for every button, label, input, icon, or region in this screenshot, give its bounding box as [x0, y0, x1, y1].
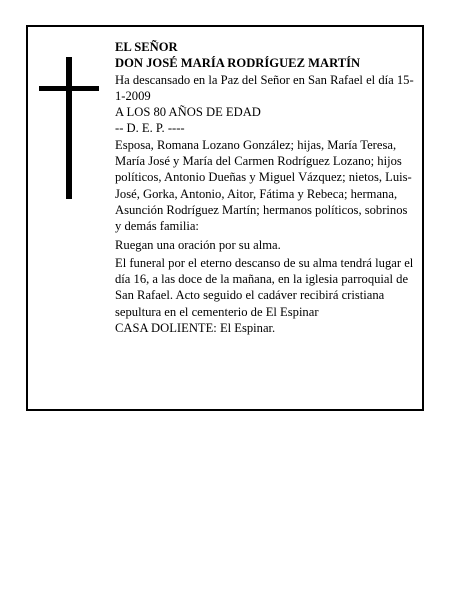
- obituary-notice: [26, 25, 424, 411]
- deceased-name: DON JOSÉ MARÍA RODRÍGUEZ MARTÍN: [115, 56, 361, 71]
- obituary-text: [115, 39, 415, 336]
- death-announcement: Ha descansado en la Paz del Señor en San Rafael el día 15-1-2009: [115, 72, 414, 103]
- cross-horizontal-bar: [39, 86, 99, 91]
- rip-line: -- D. E. P. ----: [115, 121, 185, 136]
- family-list: Esposa, Romana Lozano González; hijas, María Teresa, María José y María del Carmen Rodríguez Lozano; hijos políticos, Antonio Dueñas y Miguel Vázquez; nietos, Luis-José, Gorka, Antonio, Aitor, Fátima y Rebeca; hermana, Asunción Rodríguez Martín; hermanos políticos, sobrinos y demás familia:: [115, 137, 412, 234]
- mourning-house: CASA DOLIENTE: El Espinar.: [115, 321, 276, 336]
- funeral-details: El funeral por el eterno descanso de su alma tendrá lugar el día 16, a las doce de la mañana, en la iglesia parroquial de San Rafael. Acto seguido el cadáver recibirá cristiana sepultura en el cementerio de El Espinar: [115, 255, 414, 319]
- cross-icon: [39, 57, 99, 199]
- cross-vertical-bar: [66, 57, 72, 199]
- notice-heading: EL SEÑOR: [115, 40, 178, 54]
- prayer-request: Ruegan una oración por su alma.: [115, 237, 281, 252]
- age-line: A LOS 80 AÑOS DE EDAD: [115, 105, 261, 120]
